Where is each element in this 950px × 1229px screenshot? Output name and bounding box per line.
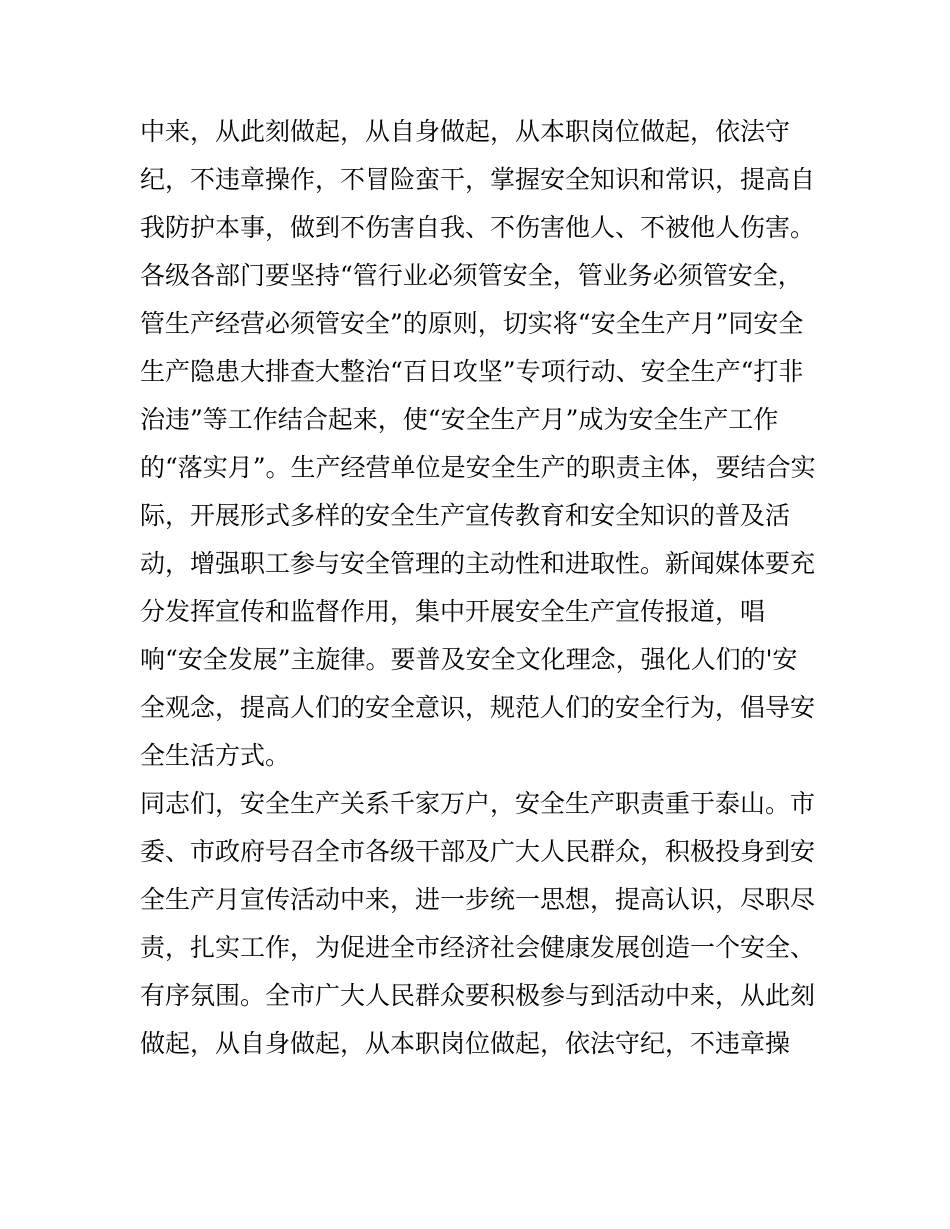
- text-line: 际，开展形式多样的安全生产宣传教育和安全知识的普及活: [140, 501, 791, 530]
- text-line: 管生产经营必须管安全”的原则，切实将“安全生产月”同安全: [140, 309, 804, 338]
- text-line: 中来，从此刻做起，从自身做起，从本职岗位做起，依法守: [140, 117, 791, 146]
- text-line: 的“落实月”。生产经营单位是安全生产的职责主体，要结合实: [140, 453, 816, 482]
- text-line: 响“安全发展”主旋律。要普及安全文化理念，强化人们的'安: [140, 645, 798, 674]
- text-line: 做起，从自身做起，从本职岗位做起，依法守纪，不违章操: [140, 1029, 791, 1058]
- document-body: [140, 108, 830, 1068]
- text-line: 治违”等工作结合起来，使“安全生产月”成为安全生产工作: [140, 405, 779, 434]
- text-line: 全生活方式。: [140, 741, 291, 770]
- text-line: 有序氛围。全市广大人民群众要积极参与到活动中来，从此刻: [140, 981, 816, 1010]
- text-line: 分发挥宣传和监督作用，集中开展安全生产宣传报道，唱: [140, 597, 766, 626]
- text-line: 我防护本事，做到不伤害自我、不伤害他人、不被他人伤害。: [140, 213, 816, 242]
- text-line: 委、市政府号召全市各级干部及广大人民群众，积极投身到安: [140, 837, 816, 866]
- text-line: 生产隐患大排查大整治“百日攻坚”专项行动、安全生产“打非: [140, 357, 804, 386]
- text-line: 全观念，提高人们的安全意识，规范人们的安全行为，倡导安: [140, 693, 816, 722]
- text-line: 各级各部门要坚持“管行业必须管安全，管业务必须管安全，: [140, 261, 803, 290]
- text-line: 同志们，安全生产关系千家万户，安全生产职责重于泰山。市: [140, 789, 816, 818]
- text-line: 纪，不违章操作，不冒险蛮干，掌握安全知识和常识，提高自: [140, 165, 816, 194]
- text-line: 全生产月宣传活动中来，进一步统一思想，提高认识，尽职尽: [140, 885, 816, 914]
- text-line: 责，扎实工作，为促进全市经济社会健康发展创造一个安全、: [140, 933, 816, 962]
- text-line: 动，增强职工参与安全管理的主动性和进取性。新闻媒体要充: [140, 549, 816, 578]
